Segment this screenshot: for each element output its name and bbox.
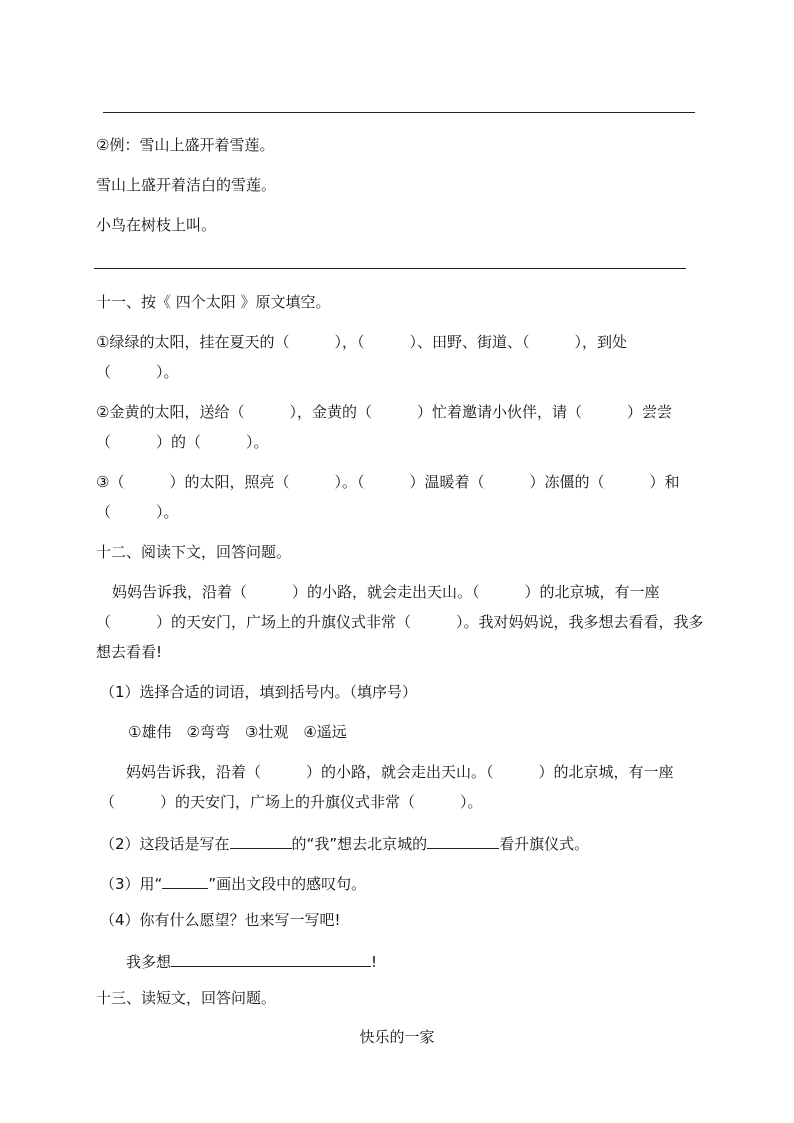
q12-sub3-text: ”画出文段中的感叹句。 bbox=[208, 875, 367, 893]
q12-sub4-text: 我多想 bbox=[126, 953, 172, 971]
answer-blank[interactable] bbox=[230, 832, 292, 849]
q12-sub1-passage-cont: （ ）的天安门，广场上的升旗仪式非常（ ）。 bbox=[100, 793, 483, 811]
answer-blank[interactable] bbox=[427, 832, 499, 849]
q12-sub2-text: 的“我”想去北京城的 bbox=[291, 835, 428, 853]
q12-sub3 bbox=[100, 872, 366, 894]
q12-passage-end: 想去看看! bbox=[96, 643, 163, 661]
answer-blank[interactable] bbox=[171, 950, 371, 967]
q12-title: 十二、阅读下文，回答问题。 bbox=[96, 543, 292, 561]
q11-item-2: ②金黄的太阳，送给（ ），金黄的（ ）忙着邀请小伙伴，请（ ）尝尝 bbox=[96, 403, 672, 421]
q10-prompt: 小鸟在树枝上叫。 bbox=[96, 216, 217, 234]
q11-item-3-cont: （ ）。 bbox=[96, 503, 179, 521]
q11-item-2-cont: （ ）的（ ）。 bbox=[96, 433, 269, 451]
q12-sub4-title: （4）你有什么愿望？也来写一写吧! bbox=[100, 911, 341, 929]
q12-sub4-text: ! bbox=[371, 953, 378, 971]
q12-sub2-text: （2）这段话是写在 bbox=[100, 835, 230, 853]
q11-item-3: ③（ ）的太阳，照亮（ ）。（ ）温暖着（ ）冻僵的（ ）和 bbox=[96, 473, 680, 491]
q12-passage-cont: （ ）的天安门，广场上的升旗仪式非常（ ）。我对妈妈说，我多想去看看，我多 bbox=[96, 613, 704, 631]
q12-sub2 bbox=[100, 832, 589, 854]
q13-title: 十三、读短文，回答问题。 bbox=[96, 989, 277, 1007]
q12-sub3-text: （3）用“ bbox=[100, 875, 163, 893]
q12-sub4-answer bbox=[126, 950, 377, 972]
q12-sub1-title: （1）选择合适的词语，填到括号内。（填序号） bbox=[100, 683, 418, 701]
q12-passage: 妈妈告诉我，沿着（ ）的小路，就会走出天山。（ ）的北京城，有一座 bbox=[112, 583, 660, 601]
q12-word-options: ①雄伟 ②弯弯 ③壮观 ④遥远 bbox=[128, 723, 347, 741]
q12-sub2-text: 看升旗仪式。 bbox=[499, 835, 590, 853]
q12-sub1-passage: 妈妈告诉我，沿着（ ）的小路，就会走出天山。（ ）的北京城，有一座 bbox=[126, 763, 674, 781]
q11-item-1-cont: （ ）。 bbox=[96, 363, 179, 381]
story-title: 快乐的一家 bbox=[359, 1028, 435, 1046]
q10-example-2-answer: 雪山上盛开着洁白的雪莲。 bbox=[96, 176, 277, 194]
q11-item-1: ①绿绿的太阳，挂在夏天的（ ），（ ）、田野、街道、（ ），到处 bbox=[96, 333, 627, 351]
q11-title: 十一、按《 四个太阳 》原文填空。 bbox=[96, 293, 331, 311]
answer-line bbox=[103, 112, 695, 113]
answer-line bbox=[94, 268, 686, 269]
underline-sample bbox=[162, 872, 208, 889]
q10-example-2: ②例：雪山上盛开着雪莲。 bbox=[96, 136, 275, 154]
